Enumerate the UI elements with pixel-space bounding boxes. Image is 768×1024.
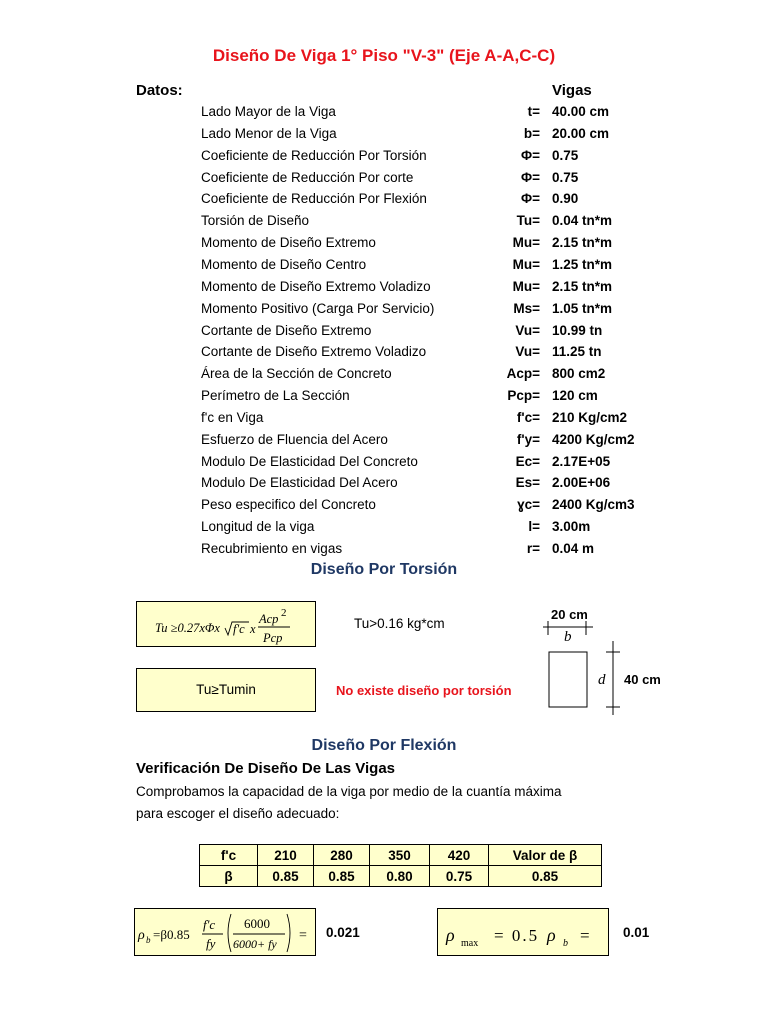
tu-min-label: Tu≥Tumin	[196, 682, 256, 697]
table-cell: 0.85	[314, 866, 370, 887]
row-value: 20.00 cm	[552, 125, 610, 141]
row-label: Momento Positivo (Carga Por Servicio)	[201, 300, 435, 316]
row-label: Cortante de Diseño Extremo	[201, 322, 372, 338]
data-row	[0, 191, 768, 213]
table-cell: 210	[258, 845, 314, 866]
data-row	[0, 410, 768, 432]
row-value: 2400 Kg/cm3	[552, 497, 635, 513]
row-label: Recubrimiento en vigas	[201, 541, 343, 556]
paren-right	[287, 914, 290, 952]
row-label: Modulo De Elasticidad Del Concreto	[201, 453, 418, 469]
data-row	[0, 170, 768, 192]
rho-max-symbol: ρ	[446, 925, 455, 945]
row-value: 40.00 cm	[552, 104, 610, 119]
row-value: 2.00E+06	[552, 475, 611, 491]
torsion-formula	[137, 602, 317, 648]
row-value: 210 Kg/cm2	[552, 409, 628, 425]
paren-left	[228, 914, 231, 952]
row-symbol: Es=	[515, 475, 540, 491]
torsion-formula-box	[136, 601, 316, 647]
section-d-label: d	[598, 672, 606, 688]
formula-num: Acp	[259, 612, 279, 626]
row-label: Esfuerzo de Fluencia del Acero	[201, 431, 388, 447]
table-cell: 420	[430, 845, 489, 866]
row-value: 0.75	[552, 147, 579, 163]
rho-max-formula-box	[437, 908, 609, 956]
rho-symbol: ρ	[138, 928, 145, 943]
table-cell: Valor de β	[489, 845, 602, 866]
flexion-paragraph-1: Comprobamos la capacidad de la viga por medio de la cuantía máxima	[136, 784, 562, 799]
data-row	[0, 519, 768, 541]
row-label: Momento de Diseño Extremo	[201, 235, 376, 251]
table-cell: 350	[370, 845, 430, 866]
row-symbol: Φ=	[521, 169, 540, 185]
torsion-result: No existe diseño por torsión	[336, 683, 512, 698]
rho-b-6000: 6000	[244, 916, 270, 931]
beta-table-header	[200, 845, 602, 866]
row-value: 2.15 tn*m	[552, 235, 613, 251]
rho-b-fc: f'c	[203, 917, 216, 932]
row-label: Peso especifico del Concreto	[201, 497, 376, 513]
rho-sub: b	[146, 935, 151, 945]
row-label: Torsión de Diseño	[201, 213, 310, 229]
data-row	[0, 323, 768, 345]
rho-b-fy: fy	[206, 936, 216, 951]
table-cell: f'c	[200, 845, 258, 866]
row-symbol: Acp=	[506, 366, 540, 382]
row-symbol: f'c=	[516, 409, 540, 425]
data-row	[0, 475, 768, 497]
data-row	[0, 388, 768, 410]
row-symbol: Vu=	[515, 344, 540, 360]
row-label: Modulo De Elasticidad Del Acero	[201, 475, 398, 491]
row-symbol: Tu=	[516, 213, 540, 229]
rho-b-formula	[135, 909, 317, 957]
row-label: Momento de Diseño Centro	[201, 256, 367, 272]
rho-max-end: =	[580, 926, 590, 945]
row-symbol: ɣc=	[517, 497, 540, 513]
data-row	[0, 497, 768, 519]
data-row	[0, 301, 768, 323]
table-cell: 280	[314, 845, 370, 866]
rho-max-rho2: ρ	[547, 925, 556, 945]
row-value: 4200 Kg/cm2	[552, 431, 635, 447]
table-cell: 0.85	[489, 866, 602, 887]
row-label: Cortante de Diseño Extremo Voladizo	[201, 344, 427, 360]
row-symbol: Mu=	[512, 278, 540, 294]
row-value: 10.99 tn	[552, 322, 603, 338]
row-symbol: Mu=	[512, 235, 540, 251]
table-cell: 0.80	[370, 866, 430, 887]
data-row	[0, 235, 768, 257]
data-row	[0, 344, 768, 366]
torsion-heading: Diseño Por Torsión	[310, 561, 458, 578]
row-symbol: Φ=	[521, 147, 540, 163]
row-value: 120 cm	[552, 388, 598, 404]
row-value: 0.90	[552, 191, 579, 207]
row-symbol: r=	[526, 541, 540, 556]
rho-b-end: =	[299, 928, 307, 943]
rho-max-formula	[438, 909, 610, 957]
data-row	[0, 366, 768, 388]
data-row	[0, 126, 768, 148]
row-label: f'c en Viga	[201, 409, 264, 425]
section-b-label: b	[564, 629, 572, 645]
row-value: 2.15 tn*m	[552, 278, 613, 294]
row-value: 2.17E+05	[552, 453, 611, 469]
row-symbol: Vu=	[515, 322, 540, 338]
vigas-label: Vigas	[552, 82, 592, 99]
data-row	[0, 148, 768, 170]
row-symbol: l=	[528, 519, 540, 535]
data-row	[0, 541, 768, 563]
row-value: 0.04 m	[552, 541, 595, 556]
table-cell: 0.75	[430, 866, 489, 887]
rho-b-formula-box	[134, 908, 316, 956]
data-row	[0, 104, 768, 126]
beta-table	[199, 844, 602, 887]
beam-section-diagram	[535, 605, 675, 715]
tu-min-box	[136, 668, 316, 712]
rho-max-mid: = 0.5	[494, 926, 540, 945]
tu-check: Tu>0.16 kg*cm	[354, 616, 445, 631]
row-symbol: t=	[527, 104, 540, 119]
data-row	[0, 279, 768, 301]
row-label: Longitud de la viga	[201, 519, 315, 535]
formula-root: f'c	[233, 622, 245, 636]
section-width-label: 20 cm	[551, 607, 588, 622]
data-row	[0, 213, 768, 235]
flexion-heading: Diseño Por Flexión	[311, 737, 457, 754]
row-symbol: f'y=	[516, 431, 540, 447]
flexion-paragraph-2: para escoger el diseño adecuado:	[136, 806, 340, 821]
page-title: Diseño De Viga 1° Piso "V-3" (Eje A-A,C-C)	[212, 46, 556, 65]
datos-label: Datos:	[136, 82, 183, 99]
formula-x: x	[250, 622, 256, 636]
formula-exp: 2	[281, 607, 287, 619]
row-value: 0.04 tn*m	[552, 213, 613, 229]
row-symbol: b=	[523, 125, 540, 141]
table-cell: 0.85	[258, 866, 314, 887]
row-label: Coeficiente de Reducción Por Flexión	[201, 191, 427, 207]
formula-lhs: Tu ≥0.27xΦx	[155, 621, 220, 635]
rho-max-sub-b: b	[563, 938, 568, 949]
row-value: 800 cm2	[552, 366, 606, 382]
row-label: Coeficiente de Reducción Por Torsión	[201, 147, 427, 163]
row-label: Área de la Sección de Concreto	[201, 366, 392, 382]
row-symbol: Ec=	[515, 453, 540, 469]
rho-max-sub: max	[461, 938, 479, 949]
formula-den: Pcp	[263, 631, 283, 645]
data-row	[0, 454, 768, 476]
data-row	[0, 257, 768, 279]
rho-max-value: 0.01	[623, 925, 650, 940]
row-symbol: Φ=	[521, 191, 540, 207]
rho-b-den: 6000+ fy	[233, 937, 277, 951]
row-label: Perímetro de La Sección	[201, 388, 350, 404]
data-row	[0, 432, 768, 454]
row-symbol: Ms=	[513, 300, 540, 316]
rho-b-value: 0.021	[326, 925, 360, 940]
row-symbol: Mu=	[512, 256, 540, 272]
beta-table-row	[200, 866, 602, 887]
row-symbol: Pcp=	[507, 388, 540, 404]
row-label: Momento de Diseño Extremo Voladizo	[201, 278, 431, 294]
rho-b-eq: =β0.85	[153, 927, 190, 942]
row-label: Coeficiente de Reducción Por corte	[201, 169, 414, 185]
row-value: 1.25 tn*m	[552, 256, 613, 272]
row-label: Lado Mayor de la Viga	[201, 104, 336, 119]
row-value: 0.75	[552, 169, 579, 185]
row-label: Lado Menor de la Viga	[201, 125, 337, 141]
table-cell: β	[200, 866, 258, 887]
section-height-label: 40 cm	[624, 672, 661, 687]
row-value: 11.25 tn	[552, 344, 602, 360]
section-rectangle	[549, 652, 587, 707]
flexion-subheading: Verificación De Diseño De Las Vigas	[136, 760, 395, 777]
row-value: 3.00m	[552, 519, 591, 535]
row-value: 1.05 tn*m	[552, 300, 613, 316]
